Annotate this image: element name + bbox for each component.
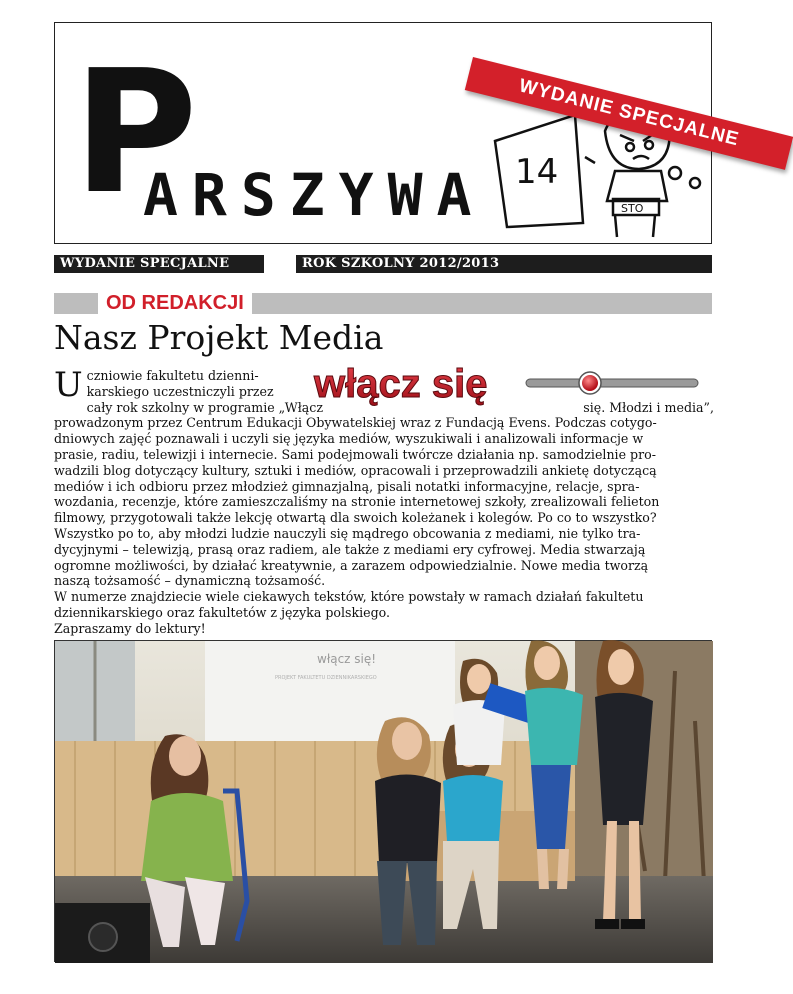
masthead-drawing bbox=[55, 23, 713, 245]
article-line: czniowie fakultetu dzienni- bbox=[86, 368, 259, 383]
article-line: W numerze znajdziecie wiele ciekawych tekstów, które powstały w ramach działań fakultetu bbox=[54, 589, 644, 605]
special-edition-ribbon: WYDANIE SPECJALNE bbox=[465, 57, 793, 170]
article-title: Nasz Projekt Media bbox=[54, 318, 384, 357]
character-sign: STO bbox=[621, 202, 644, 215]
masthead bbox=[54, 22, 742, 244]
article-line: Zapraszamy do lektury! bbox=[54, 620, 206, 636]
article-line: mediów i ich odbioru przez młodzież gimnazjalną, pisali notatki informacyjne, relacje, spra- bbox=[54, 478, 640, 494]
edition-bar: WYDANIE SPECJALNE bbox=[54, 255, 264, 273]
article-line: wadzili blog dotyczący kultury, sztuki i mediów, opracowali i przeprowadzili ankietę dotyczącą bbox=[54, 462, 657, 478]
article-line: dniowych zajęć poznawali i uczyli się języka mediów, wyszukiwali i analizowali informacje w bbox=[54, 431, 644, 447]
article-line: prasie, radiu, telewizji i internecie. Sami podejmowali twórcze działania np. samodzielnie pro- bbox=[54, 446, 656, 462]
article-line: karskiego uczestniczyli przez bbox=[86, 383, 274, 399]
masthead-title-rest: ARSZYWA bbox=[143, 161, 486, 229]
article-line: dziennikarskiego oraz fakultetów z języka polskiego. bbox=[54, 604, 390, 620]
screen-subtext: PROJEKT FAKULTETU DZIENNIKARSKIEGO bbox=[275, 675, 377, 681]
article-line: się. Młodzi i media”, bbox=[583, 399, 714, 415]
masthead-title-initial: P bbox=[73, 34, 198, 232]
article-line: wozdania, recenzje, które zamieszczaliśmy na stronie internetowej szkoły, zrealizowali felieton bbox=[54, 494, 660, 510]
article-line: naszą tożsamość – dynamiczną tożsamość. bbox=[54, 573, 326, 589]
article-line-logo-gap bbox=[87, 400, 714, 416]
article-line: filmowy, przygotowali także lekcję otwartą dla swoich koleżanek i kolegów. Po co to wszystko? bbox=[54, 510, 657, 526]
screen-text: włącz się! bbox=[317, 652, 377, 666]
board-drawing bbox=[495, 115, 583, 227]
board-number: 14 bbox=[515, 152, 559, 192]
article-line: prowadzonym przez Centrum Edukacji Obywatelskiej wraz z Fundacją Evens. Podczas cotygo- bbox=[54, 415, 657, 431]
logo-text: włącz się bbox=[314, 362, 488, 406]
drop-cap: U bbox=[54, 365, 83, 405]
article-line: dycyjnymi – telewizją, prasą oraz radiem, ale także z mediami ery cyfrowej. Media stwarzają bbox=[54, 541, 646, 557]
article-line: cały rok szkolny w programie „Włącz bbox=[86, 399, 323, 415]
article-body bbox=[54, 365, 714, 637]
article-line: ogromne możliwości, by działać kreatywnie, a zarazem odpowiedzialnie. Nowe media tworzą bbox=[54, 557, 649, 573]
school-year-bar: ROK SZKOLNY 2012/2013 bbox=[296, 255, 712, 273]
class-photo-drawing bbox=[55, 641, 713, 963]
section-label: OD REDAKCJI bbox=[98, 289, 252, 316]
article-line: Wszystko po to, aby młodzi ludzie nauczyli się mądrego obcowania z mediami, nie tylko tra- bbox=[54, 525, 641, 541]
class-photo bbox=[54, 640, 712, 962]
